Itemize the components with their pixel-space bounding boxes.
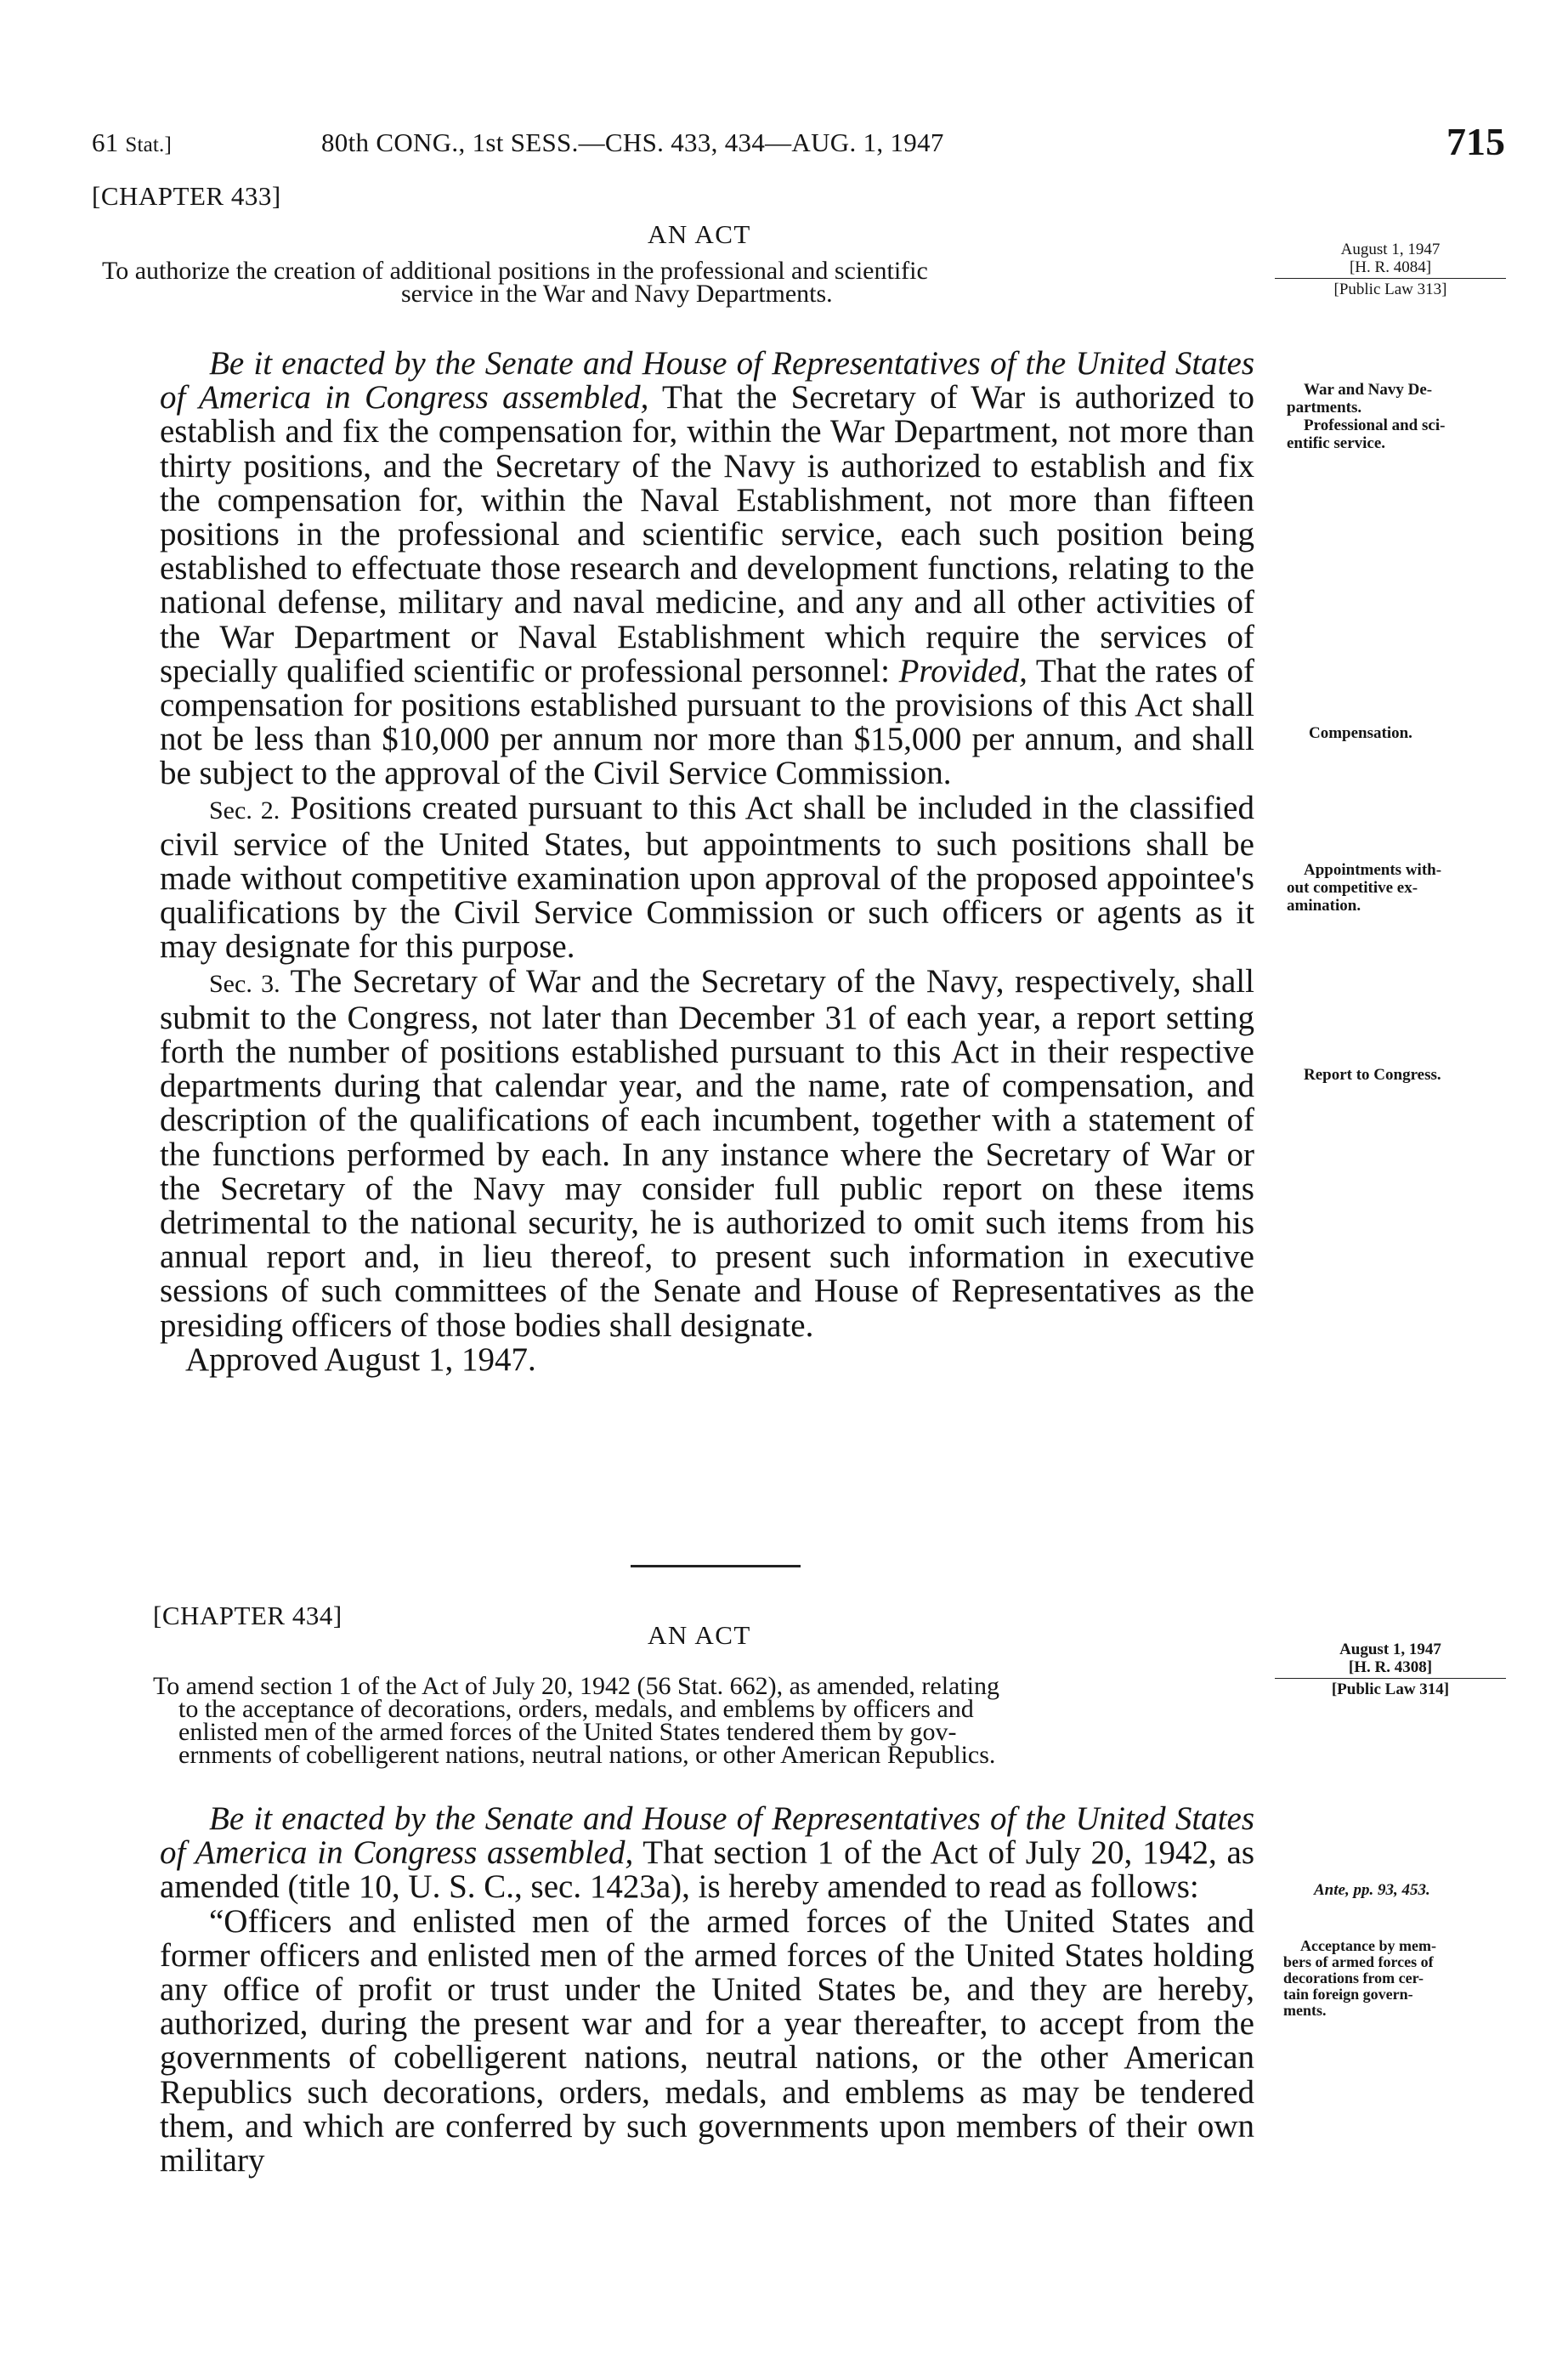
margin-note-line: Appointments with-	[1304, 861, 1442, 879]
chapter-434-bill-number: [H. R. 4308]	[1348, 1658, 1433, 1676]
chapter-434-bill-reference	[1275, 1641, 1506, 1698]
header-session-chapters: CONG., 1st SESS.—CHS. 433, 434—AUG. 1, 1947	[376, 128, 944, 157]
margin-note-compensation: Compensation.	[1309, 724, 1412, 742]
chapter-434-date: August 1, 1947	[1339, 1641, 1441, 1658]
chapter-434-purpose-line: To amend section 1 of the Act of July 20, 1942 (56 Stat. 662), as amended, relating	[153, 1672, 1000, 1700]
section-text: That section 1 of the Act of July 20, 1942, as amended (title 10, U. S. C., sec. 1423a), is hereby amended to read as follows:	[160, 1834, 1255, 1906]
section-text: Positions created pursuant to this Act shall be included in the classified civil service of the United States, but appointments to such positions shall be made without competitive examination upon approval of the proposed appointee's qualifications by the Civil Service Commission or such officers or agents as it may designate for this purpose.	[160, 789, 1254, 966]
margin-note-line: Acceptance by mem-	[1300, 1937, 1436, 1954]
margin-note-acceptance	[1283, 1938, 1436, 2019]
chapter-433-body	[160, 347, 1254, 1377]
enacting-clause: Be it enacted by the Senate and House of Representatives of the United States of America in Congress assembled,	[160, 1800, 1254, 1872]
chapter-434-public-law: [Public Law 314]	[1331, 1680, 1450, 1698]
chapter-433-section-1	[160, 347, 1254, 791]
chapter-433-public-law: [Public Law 313]	[1333, 281, 1447, 298]
header-congress: 80th	[321, 128, 370, 157]
margin-note-appointments	[1287, 861, 1441, 915]
chapter-434-purpose-line: to the acceptance of decorations, orders, medals, and emblems by officers and	[178, 1695, 974, 1723]
bill-reference-rule	[1275, 1678, 1506, 1679]
section-label: Sec. 2.	[209, 796, 280, 825]
chapter-434-purpose-line: enlisted men of the armed forces of the United States tendered them by gov-	[178, 1718, 957, 1746]
chapter-433-purpose	[102, 257, 928, 308]
chapter-434-act-title: AN ACT	[648, 1620, 751, 1650]
chapter-divider-rule	[631, 1565, 801, 1567]
margin-note-line: decorations from cer-	[1283, 1969, 1424, 1986]
chapter-434-body	[160, 1802, 1254, 2178]
margin-note-line: partments.	[1287, 399, 1362, 417]
bill-reference-rule	[1275, 278, 1506, 279]
section-text: The Secretary of War and the Secretary of the Navy, respectively, shall submit to the Congress, not later than December 31 of each year, a report setting forth the number of positions established pursuant to this Act in their respective departments during that calendar year, and the name, rate of compensation, and description of the qualifications of each incumbent, together with a statement of the functions performed by each. In any instance where the Secretary of War or the Secretary of the Navy may consider full public report on these items detrimental to the national security, he is authorized to omit such items from his annual report and, in lieu thereof, to present such information in executive sessions of such committees of the Senate and House of Representatives as the presiding officers of those bodies shall designate.	[160, 962, 1254, 1344]
chapter-433-heading: [CHAPTER 433]	[92, 181, 281, 211]
margin-note-line: bers of armed forces of	[1283, 1953, 1434, 1970]
enacting-clause: Be it enacted by the Senate and House of Representatives of the United States of America in Congress assembled,	[160, 345, 1254, 417]
running-header-session	[321, 128, 944, 158]
margin-note-line: entific service.	[1287, 434, 1386, 452]
margin-note-line: Professional and sci-	[1304, 417, 1446, 434]
section-text: That the rates of compensation for positions established pursuant to the provisions of this Act shall not be less than $10,000 per annum nor more than $15,000 per annum, and shall be subject to the approval of the Civil Service Commission.	[160, 652, 1254, 792]
chapter-433-purpose-line: To authorize the creation of additional positions in the professional and scientific	[102, 257, 928, 285]
margin-note-ante: Ante, pp. 93, 453.	[1314, 1881, 1430, 1899]
chapter-433-bill-reference	[1275, 241, 1506, 298]
chapter-434-purpose-line: ernments of cobelligerent nations, neutral nations, or other American Republics.	[178, 1741, 996, 1769]
margin-note-line: War and Navy De-	[1304, 381, 1433, 399]
running-header-citation	[92, 128, 172, 158]
margin-note-line: ments.	[1283, 2002, 1327, 2019]
chapter-433-purpose-line: service in the War and Navy Departments.	[401, 280, 833, 308]
chapter-433-bill-number: [H. R. 4084]	[1349, 258, 1432, 276]
margin-note-report: Report to Congress.	[1304, 1066, 1441, 1084]
chapter-433-date: August 1, 1947	[1340, 241, 1441, 258]
chapter-433-approval: Approved August 1, 1947.	[185, 1340, 536, 1378]
chapter-434-section-1	[160, 1802, 1254, 1905]
chapter-434-heading: [CHAPTER 434]	[153, 1601, 342, 1630]
chapter-433-act-title: AN ACT	[648, 219, 751, 249]
margin-note-line: out competitive ex-	[1287, 879, 1418, 897]
page-number: 715	[1446, 120, 1505, 163]
chapter-434-quoted-amendment: “Officers and enlisted men of the armed forces of the United States and former officers and enlisted men of the armed forces of the United States holding any office of profit or trust under the United States be, and they are hereby, authorized, during the present war and for a year thereafter, to accept from the governments of cobelligerent nations, neutral nations, or the other American Republics such decorations, orders, medals, and emblems as may be tendered them, and which are conferred by such governments upon members of their own military	[160, 1902, 1254, 2179]
chapter-433-section-2	[160, 791, 1254, 965]
section-text: That the Secretary of War is authorized to establish and fix the compensation for, within the War Department, not more than thirty positions, and the Secretary of the Navy is authorized to establish and fix the compensation for, within the Naval Establishment, not more than fifteen positions in the professional and scientific service, each such position being established to effectuate those research and development functions, relating to the national defense, military and naval medicine, and any and all other activities of the War Department or Naval Establishment which require the services of specially qualified scientific or professional personnel:	[160, 379, 1254, 689]
chapter-434-purpose	[153, 1672, 1000, 1769]
header-volume: 61	[92, 128, 119, 157]
header-stat-abbr: Stat.]	[125, 133, 173, 156]
proviso: Provided,	[898, 652, 1027, 689]
margin-note-war-navy	[1287, 381, 1445, 452]
chapter-433-section-3	[160, 962, 1254, 1344]
section-label: Sec. 3.	[209, 969, 280, 998]
margin-note-line: tain foreign govern-	[1283, 1986, 1413, 2003]
margin-note-line: amination.	[1287, 897, 1361, 915]
